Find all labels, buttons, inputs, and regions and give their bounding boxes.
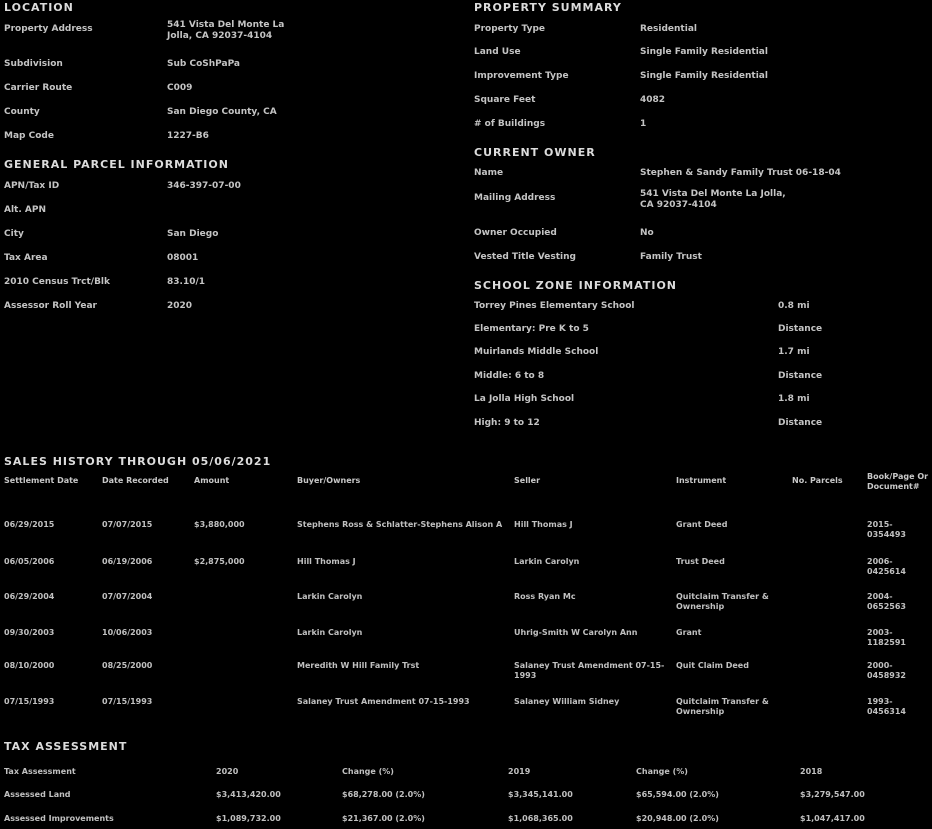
general-label: Tax Area (4, 253, 48, 263)
sales-cell: Hill Thomas J (514, 520, 573, 529)
owner-value: Family Trust (640, 252, 702, 262)
owner-label: Name (474, 168, 504, 178)
owner-label: Vested Title Vesting (474, 252, 576, 262)
location-value: San Diego County, CA (167, 107, 277, 117)
sales-cell: Quitclaim Transfer & Ownership (676, 592, 769, 611)
sales-cell: 2003-1182591 (867, 628, 906, 647)
owner-value: No (640, 228, 654, 238)
tax-col-header: Change (%) (342, 767, 394, 776)
location-value: 1227-B6 (167, 131, 209, 141)
sales-cell: Trust Deed (676, 557, 725, 566)
sales-cell: 07/07/2015 (102, 520, 153, 529)
general-heading: GENERAL PARCEL INFORMATION (4, 158, 229, 171)
general-value: 2020 (167, 301, 193, 311)
summary-label: Improvement Type (474, 71, 569, 81)
school-label: Elementary: Pre K to 5 (474, 324, 589, 334)
owner-label: Mailing Address (474, 193, 556, 203)
sales-cell: Salaney William Sidney (514, 697, 620, 706)
sales-cell: 09/30/2003 (4, 628, 55, 637)
general-value: 08001 (167, 253, 199, 263)
summary-label: Square Feet (474, 95, 536, 105)
location-label: Subdivision (4, 59, 63, 69)
general-value: San Diego (167, 229, 219, 239)
sales-cell: Grant Deed (676, 520, 728, 529)
summary-label: Property Type (474, 24, 545, 34)
tax-col-header: 2018 (800, 767, 823, 776)
sales-cell: 06/29/2015 (4, 520, 55, 529)
general-value: 346-397-07-00 (167, 181, 241, 191)
sales-cell: 06/05/2006 (4, 557, 55, 566)
school-value: Distance (778, 324, 823, 334)
sales-cell: Salaney Trust Amendment 07-15-1993 (514, 661, 665, 680)
sales-cell: Stephens Ross & Schlatter-Stephens Alison A (297, 520, 503, 529)
tax-cell: $21,367.00 (2.0%) (342, 814, 425, 823)
sales-cell: Larkin Carolyn (297, 592, 363, 601)
sales-cell: 2015-0354493 (867, 520, 906, 539)
location-label: County (4, 107, 40, 117)
location-value: C009 (167, 83, 193, 93)
tax-cell: $3,345,141.00 (508, 790, 573, 799)
general-label: 2010 Census Trct/Blk (4, 277, 110, 287)
school-value: 1.7 mi (778, 347, 810, 357)
sales-cell: Larkin Carolyn (514, 557, 580, 566)
sales-cell: Grant (676, 628, 702, 637)
sales-cell: $2,875,000 (194, 557, 245, 566)
tax-cell: $1,047,417.00 (800, 814, 865, 823)
tax-cell: $1,089,732.00 (216, 814, 281, 823)
sales-cell: Uhrig-Smith W Carolyn Ann (514, 628, 638, 637)
location-label: Carrier Route (4, 83, 73, 93)
sales-cell: Quit Claim Deed (676, 661, 749, 670)
sales-cell: 07/15/1993 (102, 697, 153, 706)
school-value: 1.8 mi (778, 394, 810, 404)
tax-cell: Assessed Improvements (4, 814, 114, 823)
owner-heading: CURRENT OWNER (474, 146, 596, 159)
owner-value: Stephen & Sandy Family Trust 06-18-04 (640, 168, 841, 178)
location-value: 541 Vista Del Monte La Jolla, CA 92037-4104 (167, 20, 285, 41)
sales-cell: 07/15/1993 (4, 697, 55, 706)
sales-cell: 06/19/2006 (102, 557, 153, 566)
general-label: Assessor Roll Year (4, 301, 97, 311)
tax-cell: $3,413,420.00 (216, 790, 281, 799)
summary-value: Residential (640, 24, 697, 34)
school-heading: SCHOOL ZONE INFORMATION (474, 279, 678, 292)
school-value: 0.8 mi (778, 301, 810, 311)
sales-col-header: Date Recorded (102, 476, 169, 485)
tax-heading: TAX ASSESSMENT (4, 740, 128, 753)
summary-heading: PROPERTY SUMMARY (474, 1, 622, 14)
sales-cell: 07/07/2004 (102, 592, 153, 601)
sales-col-header: Seller (514, 476, 541, 485)
summary-value: 4082 (640, 95, 666, 105)
sales-cell: Meredith W Hill Family Trst (297, 661, 420, 670)
school-label: Muirlands Middle School (474, 347, 599, 357)
sales-cell: Ross Ryan Mc (514, 592, 576, 601)
school-label: Middle: 6 to 8 (474, 371, 545, 381)
sales-cell: 2004-0652563 (867, 592, 906, 611)
location-label: Map Code (4, 131, 54, 141)
general-label: City (4, 229, 24, 239)
tax-cell: $20,948.00 (2.0%) (636, 814, 719, 823)
school-label: Torrey Pines Elementary School (474, 301, 635, 311)
sales-cell: 1993-0456314 (867, 697, 906, 716)
general-label: APN/Tax ID (4, 181, 60, 191)
summary-value: Single Family Residential (640, 47, 768, 57)
tax-cell: $65,594.00 (2.0%) (636, 790, 719, 799)
tax-col-header: Change (%) (636, 767, 688, 776)
summary-label: Land Use (474, 47, 521, 57)
sales-col-header: No. Parcels (792, 476, 843, 485)
sales-cell: 08/25/2000 (102, 661, 153, 670)
school-label: La Jolla High School (474, 394, 575, 404)
tax-cell: $1,068,365.00 (508, 814, 573, 823)
summary-value: 1 (640, 119, 647, 129)
school-value: Distance (778, 371, 823, 381)
sales-cell: Larkin Carolyn (297, 628, 363, 637)
sales-cell: 2000-0458932 (867, 661, 906, 680)
tax-col-header: 2020 (216, 767, 239, 776)
sales-cell: Quitclaim Transfer & Ownership (676, 697, 769, 716)
tax-cell: $68,278.00 (2.0%) (342, 790, 425, 799)
owner-value: 541 Vista Del Monte La Jolla, CA 92037-4104 (640, 189, 786, 210)
sales-cell: 2006-0425614 (867, 557, 906, 576)
tax-cell: $3,279,547.00 (800, 790, 865, 799)
general-label: Alt. APN (4, 205, 46, 215)
summary-label: # of Buildings (474, 119, 546, 129)
sales-cell: Salaney Trust Amendment 07-15-1993 (297, 697, 470, 706)
tax-col-header: Tax Assessment (4, 767, 76, 776)
location-label: Property Address (4, 24, 93, 34)
sales-cell: Hill Thomas J (297, 557, 356, 566)
school-label: High: 9 to 12 (474, 418, 540, 428)
general-value: 83.10/1 (167, 277, 206, 287)
sales-col-header: Instrument (676, 476, 727, 485)
school-value: Distance (778, 418, 823, 428)
sales-cell: 06/29/2004 (4, 592, 55, 601)
location-value: Sub CoShPaPa (167, 59, 240, 69)
sales-col-header: Buyer/Owners (297, 476, 361, 485)
tax-col-header: 2019 (508, 767, 531, 776)
summary-value: Single Family Residential (640, 71, 768, 81)
tax-cell: Assessed Land (4, 790, 71, 799)
owner-label: Owner Occupied (474, 228, 557, 238)
sales-cell: 10/06/2003 (102, 628, 153, 637)
sales-col-header: Book/Page Or Document# (867, 472, 929, 491)
sales-cell: 08/10/2000 (4, 661, 55, 670)
sales-heading: SALES HISTORY THROUGH 05/06/2021 (4, 455, 272, 468)
sales-cell: $3,880,000 (194, 520, 245, 529)
sales-col-header: Settlement Date (4, 476, 79, 485)
sales-col-header: Amount (194, 476, 230, 485)
location-heading: LOCATION (4, 1, 74, 14)
